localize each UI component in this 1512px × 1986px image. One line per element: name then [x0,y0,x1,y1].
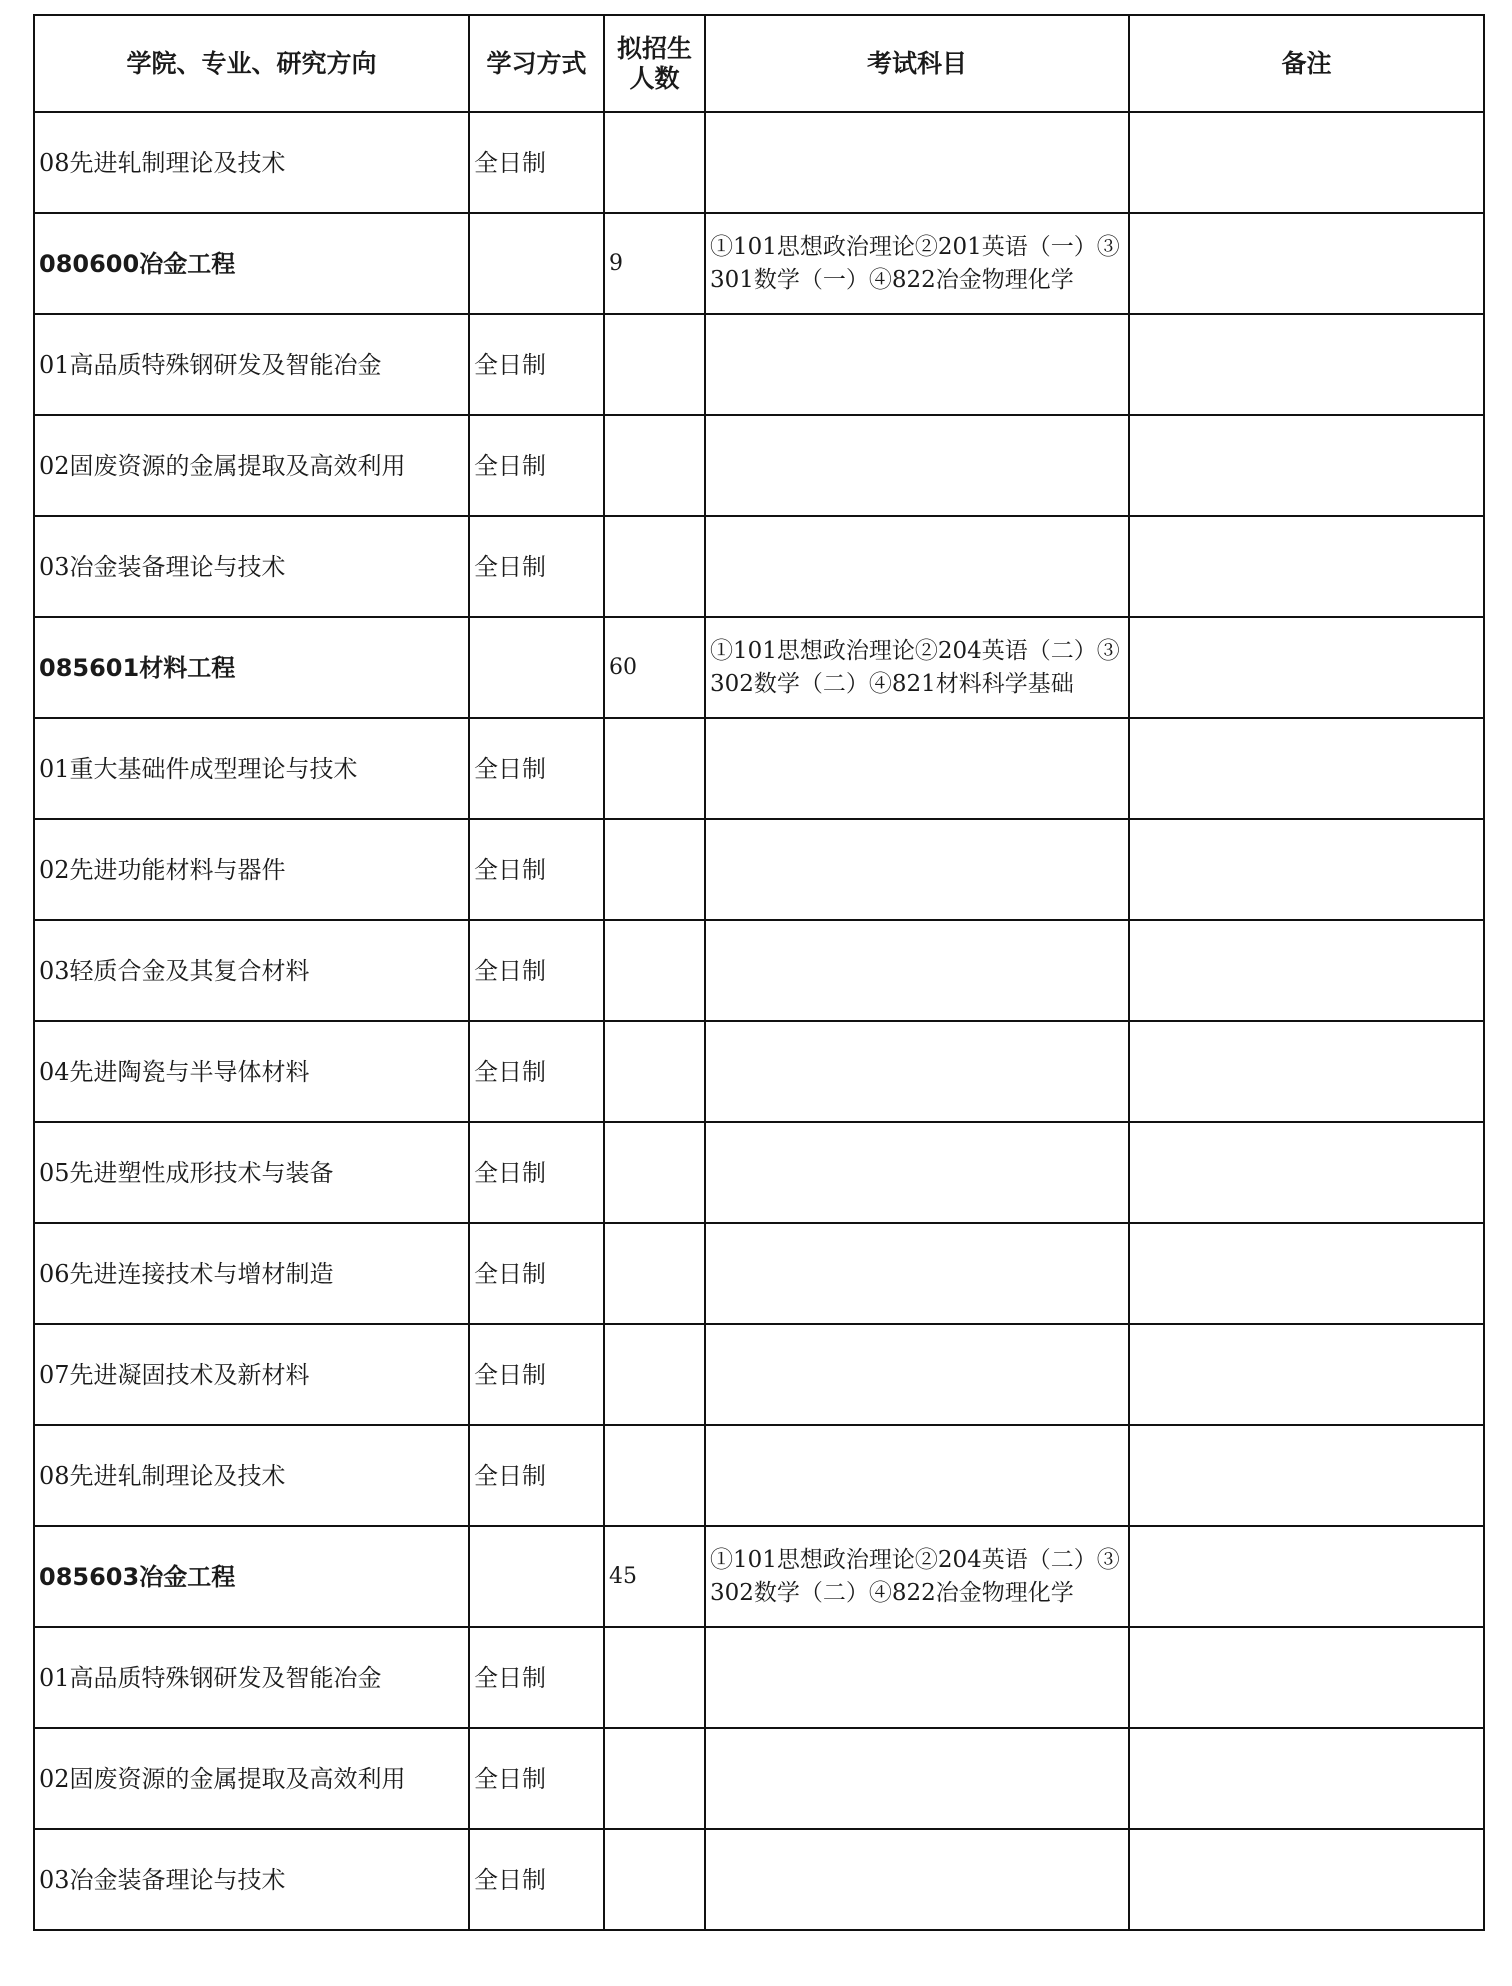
cell-remarks [1129,819,1484,920]
cell-enrollment-count [604,920,705,1021]
table-row [34,1223,1484,1324]
major-row [34,1526,1484,1627]
cell-remarks [1129,1425,1484,1526]
header-remarks: 备注 [1129,15,1484,112]
cell-enrollment-count [604,1829,705,1930]
cell-study-mode: 全日制 [469,920,604,1021]
cell-name: 01高品质特殊钢研发及智能冶金 [34,1627,469,1728]
cell-enrollment-count [604,415,705,516]
table-row [34,516,1484,617]
cell-study-mode [469,617,604,718]
cell-name: 04先进陶瓷与半导体材料 [34,1021,469,1122]
cell-exam-subjects [705,415,1129,516]
cell-enrollment-count [604,1627,705,1728]
cell-exam-subjects: ①101思想政治理论②201英语（一）③301数学（一）④822冶金物理化学 [705,213,1129,314]
cell-study-mode: 全日制 [469,819,604,920]
cell-study-mode: 全日制 [469,112,604,213]
cell-exam-subjects [705,1021,1129,1122]
cell-enrollment-count: 45 [604,1526,705,1627]
cell-remarks [1129,920,1484,1021]
table-row [34,819,1484,920]
cell-enrollment-count [604,1122,705,1223]
cell-remarks [1129,1829,1484,1930]
cell-study-mode: 全日制 [469,415,604,516]
table-header-row [34,15,1484,112]
cell-name: 080600冶金工程 [34,213,469,314]
major-row [34,617,1484,718]
admissions-table [33,14,1485,1931]
cell-name: 02先进功能材料与器件 [34,819,469,920]
cell-remarks [1129,1122,1484,1223]
cell-remarks [1129,1627,1484,1728]
cell-name: 07先进凝固技术及新材料 [34,1324,469,1425]
cell-name: 03冶金装备理论与技术 [34,516,469,617]
cell-remarks [1129,718,1484,819]
cell-enrollment-count [604,1728,705,1829]
cell-remarks [1129,213,1484,314]
cell-name: 03冶金装备理论与技术 [34,1829,469,1930]
header-college-major-direction: 学院、专业、研究方向 [34,15,469,112]
cell-study-mode: 全日制 [469,1425,604,1526]
cell-enrollment-count [604,1021,705,1122]
header-study-mode: 学习方式 [469,15,604,112]
cell-name: 08先进轧制理论及技术 [34,1425,469,1526]
cell-remarks [1129,1728,1484,1829]
cell-name: 02固废资源的金属提取及高效利用 [34,415,469,516]
cell-exam-subjects [705,819,1129,920]
cell-study-mode [469,213,604,314]
cell-study-mode: 全日制 [469,1829,604,1930]
cell-study-mode: 全日制 [469,1122,604,1223]
cell-remarks [1129,516,1484,617]
cell-name: 05先进塑性成形技术与装备 [34,1122,469,1223]
table-row [34,1425,1484,1526]
cell-exam-subjects: ①101思想政治理论②204英语（二）③302数学（二）④822冶金物理化学 [705,1526,1129,1627]
cell-study-mode: 全日制 [469,1223,604,1324]
cell-exam-subjects [705,1122,1129,1223]
cell-exam-subjects [705,1223,1129,1324]
cell-remarks [1129,1223,1484,1324]
cell-remarks [1129,617,1484,718]
cell-study-mode: 全日制 [469,516,604,617]
cell-name: 085601材料工程 [34,617,469,718]
cell-enrollment-count [604,1324,705,1425]
cell-exam-subjects [705,1728,1129,1829]
cell-exam-subjects: ①101思想政治理论②204英语（二）③302数学（二）④821材料科学基础 [705,617,1129,718]
cell-name: 01重大基础件成型理论与技术 [34,718,469,819]
header-exam-subjects: 考试科目 [705,15,1129,112]
cell-enrollment-count [604,516,705,617]
cell-remarks [1129,1526,1484,1627]
table-row [34,718,1484,819]
cell-exam-subjects [705,112,1129,213]
table-row [34,920,1484,1021]
table-row [34,1122,1484,1223]
cell-remarks [1129,112,1484,213]
cell-name: 03轻质合金及其复合材料 [34,920,469,1021]
cell-remarks [1129,1324,1484,1425]
header-planned-enrollment: 拟招生人数 [604,15,705,112]
cell-enrollment-count: 60 [604,617,705,718]
cell-name: 02固废资源的金属提取及高效利用 [34,1728,469,1829]
table-row [34,1021,1484,1122]
table-row [34,1829,1484,1930]
cell-enrollment-count [604,819,705,920]
cell-name: 06先进连接技术与增材制造 [34,1223,469,1324]
table-body [34,112,1484,1930]
cell-name: 08先进轧制理论及技术 [34,112,469,213]
cell-exam-subjects [705,1829,1129,1930]
cell-remarks [1129,1021,1484,1122]
cell-exam-subjects [705,1425,1129,1526]
cell-exam-subjects [705,314,1129,415]
table-row [34,1627,1484,1728]
cell-name: 01高品质特殊钢研发及智能冶金 [34,314,469,415]
table-row [34,1324,1484,1425]
cell-enrollment-count: 9 [604,213,705,314]
cell-enrollment-count [604,718,705,819]
cell-name: 085603冶金工程 [34,1526,469,1627]
cell-remarks [1129,314,1484,415]
cell-exam-subjects [705,516,1129,617]
table-row [34,1728,1484,1829]
cell-enrollment-count [604,1425,705,1526]
cell-study-mode: 全日制 [469,1627,604,1728]
table-row [34,112,1484,213]
cell-study-mode: 全日制 [469,718,604,819]
cell-study-mode [469,1526,604,1627]
cell-study-mode: 全日制 [469,314,604,415]
table-row [34,314,1484,415]
table-row [34,415,1484,516]
cell-remarks [1129,415,1484,516]
cell-enrollment-count [604,1223,705,1324]
cell-exam-subjects [705,1324,1129,1425]
cell-exam-subjects [705,920,1129,1021]
cell-study-mode: 全日制 [469,1021,604,1122]
cell-exam-subjects [705,718,1129,819]
cell-study-mode: 全日制 [469,1728,604,1829]
cell-study-mode: 全日制 [469,1324,604,1425]
major-row [34,213,1484,314]
cell-enrollment-count [604,314,705,415]
cell-enrollment-count [604,112,705,213]
cell-exam-subjects [705,1627,1129,1728]
